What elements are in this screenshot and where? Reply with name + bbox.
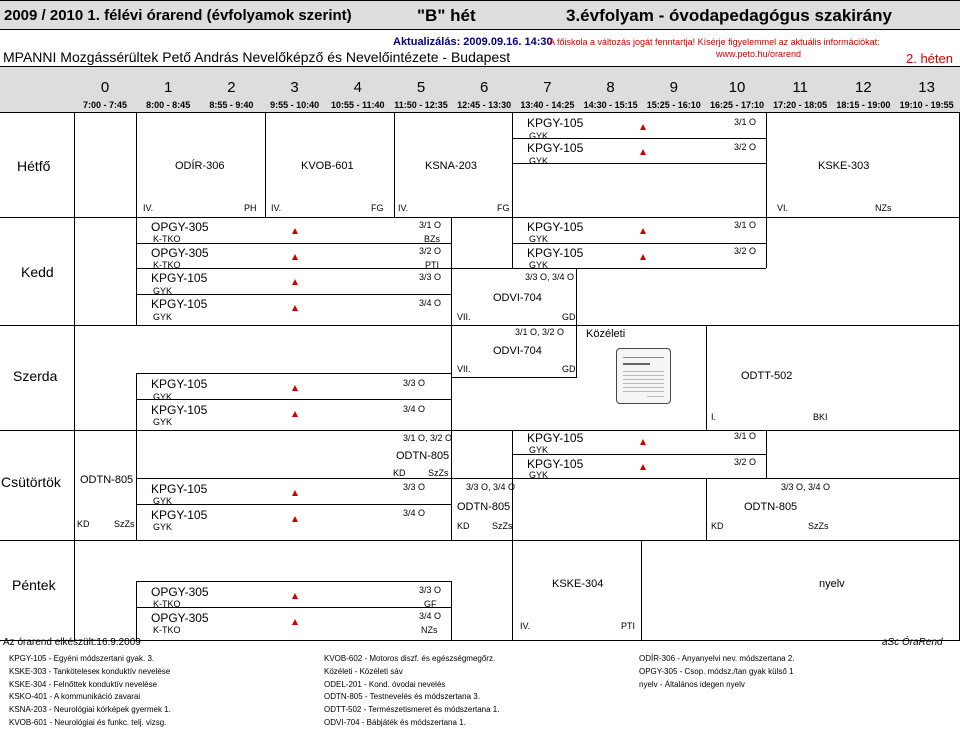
room-label: I. xyxy=(711,412,717,422)
group-label: 3/4 O xyxy=(419,298,442,308)
room-label: VII. xyxy=(457,364,471,374)
lesson-code[interactable]: ODTN-805 xyxy=(457,501,511,513)
legend-item: nyelv - Általános idegen nyelv xyxy=(639,679,745,689)
lesson-type: GYK xyxy=(529,234,549,244)
teacher-label: SzZs xyxy=(428,468,449,478)
legend-item: ODVI-704 - Bábjáték és módszertana 1. xyxy=(324,718,466,727)
teacher-label: SzZs xyxy=(808,521,829,531)
institution-name: MPANNI Mozgássérültek Pető András Nevelőképző és Nevelőintézete - Budapest xyxy=(3,49,511,65)
lesson-code[interactable]: Közéleti xyxy=(586,328,626,340)
lesson-code[interactable]: KPGY-105 xyxy=(151,377,208,391)
lesson-code[interactable]: ODTT-502 xyxy=(741,370,793,382)
period-number: 10 xyxy=(728,79,746,96)
teacher-label: PTI xyxy=(621,621,636,631)
lesson-code[interactable]: KSKE-303 xyxy=(818,160,870,172)
room-label: KD xyxy=(711,521,724,531)
day-friday: Péntek xyxy=(12,577,56,593)
period-time: 18:15 - 19:00 xyxy=(836,100,891,110)
lesson-code[interactable]: OPGY-305 xyxy=(151,220,209,234)
group-label: 3/4 O xyxy=(403,508,426,518)
period-time: 8:00 - 8:45 xyxy=(146,100,191,110)
lesson-code[interactable]: ODÍR-306 xyxy=(175,160,225,172)
legend-item: ODTT-502 - Természetismeret és módszertana 1. xyxy=(324,705,500,715)
group-label: 3/3 O, 3/4 O xyxy=(466,482,516,492)
period-number: 1 xyxy=(164,79,173,96)
lesson-type: GYK xyxy=(529,260,549,270)
lesson-type: K-TKO xyxy=(153,599,181,609)
teacher-label: GD xyxy=(562,364,576,374)
legend-item: KVOB-602 - Motoros diszf. és egészségmegőrz. xyxy=(324,654,496,663)
day-tuesday: Kedd xyxy=(21,264,54,280)
lesson-code[interactable]: KPGY-105 xyxy=(151,297,208,311)
period-number: 9 xyxy=(669,79,678,96)
program-title: 3.évfolyam - óvodapedagógus szakirány xyxy=(566,6,892,25)
teacher-label: BZs xyxy=(424,234,441,244)
warning-icon xyxy=(292,228,298,234)
warning-icon xyxy=(292,490,298,496)
warning-icon xyxy=(640,149,646,155)
lesson-type: GYK xyxy=(153,496,173,506)
lesson-type: GYK xyxy=(529,156,549,166)
lesson-type: GYK xyxy=(529,445,549,455)
legend-item: ODÍR-306 - Anyanyelvi nev. módszertana 2. xyxy=(639,654,795,663)
period-number: 12 xyxy=(855,79,872,96)
group-label: 3/2 O xyxy=(734,142,757,152)
period-number: 8 xyxy=(606,79,615,96)
period-time: 19:10 - 19:55 xyxy=(899,100,954,110)
day-thursday: Csütörtök xyxy=(1,474,61,490)
group-label: 3/4 O xyxy=(403,404,426,414)
group-label: 3/1 O xyxy=(734,220,757,230)
lesson-code[interactable]: KPGY-105 xyxy=(527,116,584,130)
lesson-code[interactable]: KPGY-105 xyxy=(527,457,584,471)
document-thumbnail xyxy=(616,348,671,404)
lesson-code[interactable]: KPGY-105 xyxy=(527,431,584,445)
lesson-type: GYK xyxy=(529,131,549,141)
period-time: 12:45 - 13:30 xyxy=(457,100,512,110)
lesson-code[interactable]: nyelv xyxy=(819,578,845,590)
period-number: 13 xyxy=(918,79,935,96)
group-label: 3/2 O xyxy=(419,246,442,256)
legend-item: ODTN-805 - Testnevelés és módszertana 3. xyxy=(324,692,480,702)
warning-icon xyxy=(640,254,646,260)
group-label: 3/3 O, 3/4 O xyxy=(781,482,831,492)
period-number: 6 xyxy=(480,79,489,96)
legend-item: OPGY-305 - Csop. módsz./tan gyak külső 1 xyxy=(639,666,794,676)
legend-item: KSKO-401 - A kommunikáció zavarai xyxy=(9,692,141,702)
group-label: 3/4 O xyxy=(419,611,442,621)
week-number: 2. héten xyxy=(906,51,953,66)
lesson-code[interactable]: ODVI-704 xyxy=(493,292,542,304)
group-label: 3/3 O xyxy=(403,378,426,388)
lesson-code[interactable]: ODTN-805 xyxy=(396,450,450,462)
period-time: 9:55 - 10:40 xyxy=(270,100,320,110)
group-label: 3/3 O, 3/4 O xyxy=(525,272,575,282)
legend-item: KSKE-303 - Tanköteleseк konduktív nevelése xyxy=(9,666,171,676)
legend-item: KSNA-203 - Neurológiai kórképek gyermek 1. xyxy=(9,705,171,715)
period-number: 11 xyxy=(792,79,808,96)
warning-icon xyxy=(640,228,646,234)
warning-icon xyxy=(292,279,298,285)
legend-item: KPGY-105 - Egyéni módszertani gyak. 3. xyxy=(9,654,155,663)
lesson-code[interactable]: ODTN-805 xyxy=(744,501,798,513)
legend-item: ODEL-201 - Kond. óvodai nevelés xyxy=(324,679,446,689)
teacher-label: FG xyxy=(371,203,384,213)
warning-icon xyxy=(640,439,646,445)
room-label: KD xyxy=(393,468,406,478)
period-time: 11:50 - 12:35 xyxy=(394,100,448,110)
warning-icon xyxy=(292,411,298,417)
lesson-type: GYK xyxy=(153,522,173,532)
period-time: 17:20 - 18:05 xyxy=(773,100,828,110)
room-label: VII. xyxy=(457,312,471,322)
period-number: 7 xyxy=(543,79,552,96)
page-title: 2009 / 2010 1. félévi órarend (évfolyamok szerint) xyxy=(4,7,352,24)
created-date: Az órarend elkészült:16.9.2009 xyxy=(3,637,141,648)
lesson-code[interactable]: KPGY-105 xyxy=(527,246,584,260)
period-number: 3 xyxy=(290,79,299,96)
period-number: 2 xyxy=(227,79,236,96)
week-label: "B" hét xyxy=(417,6,476,25)
warning-icon xyxy=(292,619,298,625)
lesson-type: K-TKO xyxy=(153,625,181,635)
teacher-label: FG xyxy=(497,203,510,213)
lesson-type: K-TKO xyxy=(153,260,181,270)
room-label: IV. xyxy=(143,203,154,213)
period-time: 15:25 - 16:10 xyxy=(646,100,701,110)
warning-icon xyxy=(292,254,298,260)
group-label: 3/1 O xyxy=(734,431,757,441)
lesson-code[interactable]: ODVI-704 xyxy=(493,345,542,357)
period-number: 4 xyxy=(353,79,362,96)
lesson-code[interactable]: KSNA-203 xyxy=(425,160,477,172)
period-time: 10:55 - 11:40 xyxy=(331,100,385,110)
warning-icon xyxy=(640,464,646,470)
lesson-code[interactable]: KPGY-105 xyxy=(151,271,208,285)
brand-label: aSc ÓraRend xyxy=(882,637,943,648)
notice-text: A főiskola a változás jogát fenntartja! Kísérje figyelemmel az aktuális információkat: xyxy=(549,37,880,47)
period-number: 0 xyxy=(100,79,110,96)
group-label: 3/2 O xyxy=(734,457,757,467)
website-link[interactable]: www.peto.hu/orarend xyxy=(716,49,802,59)
group-label: 3/3 O xyxy=(403,482,426,492)
legend-item: KSKE-304 - Felnőttek konduktív nevelése xyxy=(9,679,158,689)
room-label: KD xyxy=(457,521,470,531)
lesson-code[interactable]: OPGY-305 xyxy=(151,246,209,260)
teacher-label: PTI xyxy=(425,260,440,270)
lesson-code[interactable]: KSKE-304 xyxy=(552,578,604,590)
lesson-type: GYK xyxy=(529,470,549,480)
group-label: 3/3 O xyxy=(419,272,442,282)
room-label: IV. xyxy=(520,621,531,631)
lesson-code[interactable]: OPGY-305 xyxy=(151,611,209,625)
group-label: 3/1 O xyxy=(734,117,757,127)
teacher-label: SzZs xyxy=(492,521,513,531)
lesson-type: GYK xyxy=(153,392,173,402)
group-label: 3/1 O xyxy=(419,220,442,230)
teacher-label: NZs xyxy=(875,203,892,213)
lesson-code[interactable]: KPGY-105 xyxy=(527,141,584,155)
period-number: 5 xyxy=(416,79,426,96)
warning-icon xyxy=(292,385,298,391)
lesson-code[interactable]: KVOB-601 xyxy=(301,160,354,172)
period-time: 14:30 - 15:15 xyxy=(583,100,638,110)
teacher-label: PH xyxy=(244,203,257,213)
lesson-code[interactable]: KPGY-105 xyxy=(151,403,208,417)
period-time: 8:55 - 9:40 xyxy=(209,100,254,110)
lesson-code[interactable]: KPGY-105 xyxy=(527,220,584,234)
lesson-code[interactable]: ODTN-805 xyxy=(80,474,134,486)
period-time: 7:00 - 7:45 xyxy=(82,100,128,110)
lesson-type: GYK xyxy=(153,286,173,296)
room-label: IV. xyxy=(271,203,282,213)
lesson-type: GYK xyxy=(153,417,173,427)
warning-icon xyxy=(292,305,298,311)
room-label: IV. xyxy=(398,203,409,213)
room-label: VI. xyxy=(777,203,789,213)
teacher-label: SzZs xyxy=(114,519,135,529)
legend-item: KVOB-601 - Neurológiai és funkc. telj. vizsg. xyxy=(9,718,167,727)
day-monday: Hétfő xyxy=(17,158,51,174)
update-label: Aktualizálás: 2009.09.16. 14:30 xyxy=(393,36,553,48)
group-label: 3/1 O, 3/2 O xyxy=(515,327,565,337)
teacher-label: NZs xyxy=(421,625,438,635)
lesson-code[interactable]: KPGY-105 xyxy=(151,508,208,522)
warning-icon xyxy=(292,593,298,599)
group-label: 3/1 O, 3/2 O xyxy=(403,433,453,443)
warning-icon xyxy=(640,124,646,130)
teacher-label: GF xyxy=(424,599,437,609)
lesson-type: GYK xyxy=(153,312,173,322)
lesson-type: K-TKO xyxy=(153,234,181,244)
lesson-code[interactable]: KPGY-105 xyxy=(151,482,208,496)
legend-item: Közéleti - Közéleti sáv xyxy=(324,666,403,676)
lesson-code[interactable]: OPGY-305 xyxy=(151,585,209,599)
group-label: 3/3 O xyxy=(419,585,442,595)
teacher-label: GD xyxy=(562,312,576,322)
day-wednesday: Szerda xyxy=(13,368,58,384)
room-label: KD xyxy=(77,519,90,529)
teacher-label: BKI xyxy=(813,412,828,422)
warning-icon xyxy=(292,516,298,522)
period-time: 13:40 - 14:25 xyxy=(520,100,575,110)
group-label: 3/2 O xyxy=(734,246,757,256)
period-time: 16:25 - 17:10 xyxy=(709,100,765,110)
